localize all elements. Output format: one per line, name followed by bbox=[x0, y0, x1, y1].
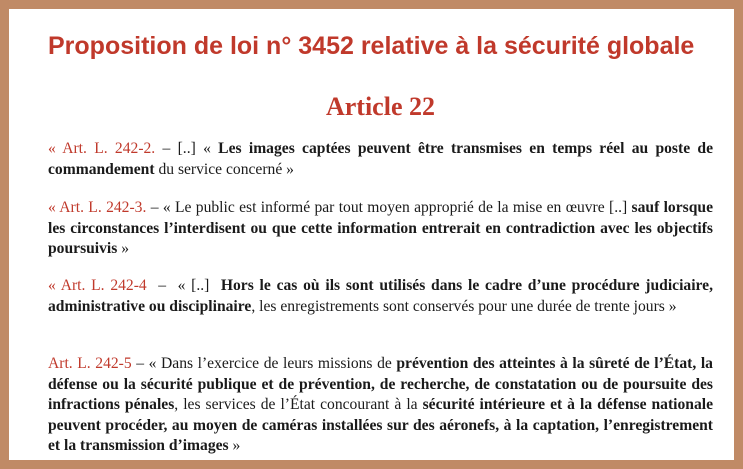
article-paragraph-242-3 bbox=[48, 198, 713, 260]
paragraph-text: , les enregistrements sont conservés pour une durée de trente jours » bbox=[251, 297, 677, 315]
document-title: Proposition de loi n° 3452 relative à la sécurité globale bbox=[48, 32, 695, 60]
paragraph-text: – [..] « bbox=[155, 140, 219, 157]
paragraph-text: – « [..] bbox=[146, 277, 221, 294]
article-reference: « Art. L. 242-4 bbox=[48, 277, 147, 294]
article-heading: Article 22 bbox=[325, 92, 435, 121]
paragraph-bold-text: Hors le cas où ils sont utilisés dans le cadre d’une procédure judiciaire, administrative ou disciplinaire bbox=[48, 277, 713, 315]
paragraph-bold-text: prévention des atteintes à la sûreté de l’État, la défense ou la sécurité publique et de prévention, de recherche, de constatation ou de poursuite des infractions pénales bbox=[48, 355, 713, 413]
paragraph-bold-text: sauf lorsque les circonstances l’interdisent ou que cette information entrerait en contradiction avec les objectifs poursuivis bbox=[48, 199, 713, 257]
article-reference: « Art. L. 242-2. bbox=[48, 140, 156, 157]
paragraph-text: » bbox=[117, 240, 130, 257]
paragraph-text: , les services de l’État concourant à la bbox=[174, 396, 423, 413]
article-paragraph-242-5 bbox=[48, 354, 713, 457]
paragraph-bold-text: sécurité intérieure et à la défense nationale peuvent procéder, au moyen de caméras installées sur des aéronefs, à la captation, l’enregistrement et la transmission d’images bbox=[48, 396, 714, 454]
paragraph-text: – « Dans l’exercice de leurs missions de bbox=[131, 355, 397, 372]
paragraph-bold-text: Les images captées peuvent être transmises en temps réel au poste de commandement bbox=[48, 140, 713, 178]
paragraph-text: » bbox=[228, 437, 241, 454]
article-reference: Art. L. 242-5 bbox=[48, 355, 132, 372]
article-reference: « Art. L. 242-3. bbox=[48, 199, 147, 216]
article-paragraph-242-2 bbox=[48, 139, 713, 180]
article-paragraph-242-4 bbox=[48, 276, 713, 317]
paragraph-text: du service concerné » bbox=[154, 160, 294, 178]
paragraph-text: – « Le public est informé par tout moyen approprié de la mise en œuvre [..] bbox=[146, 199, 632, 216]
